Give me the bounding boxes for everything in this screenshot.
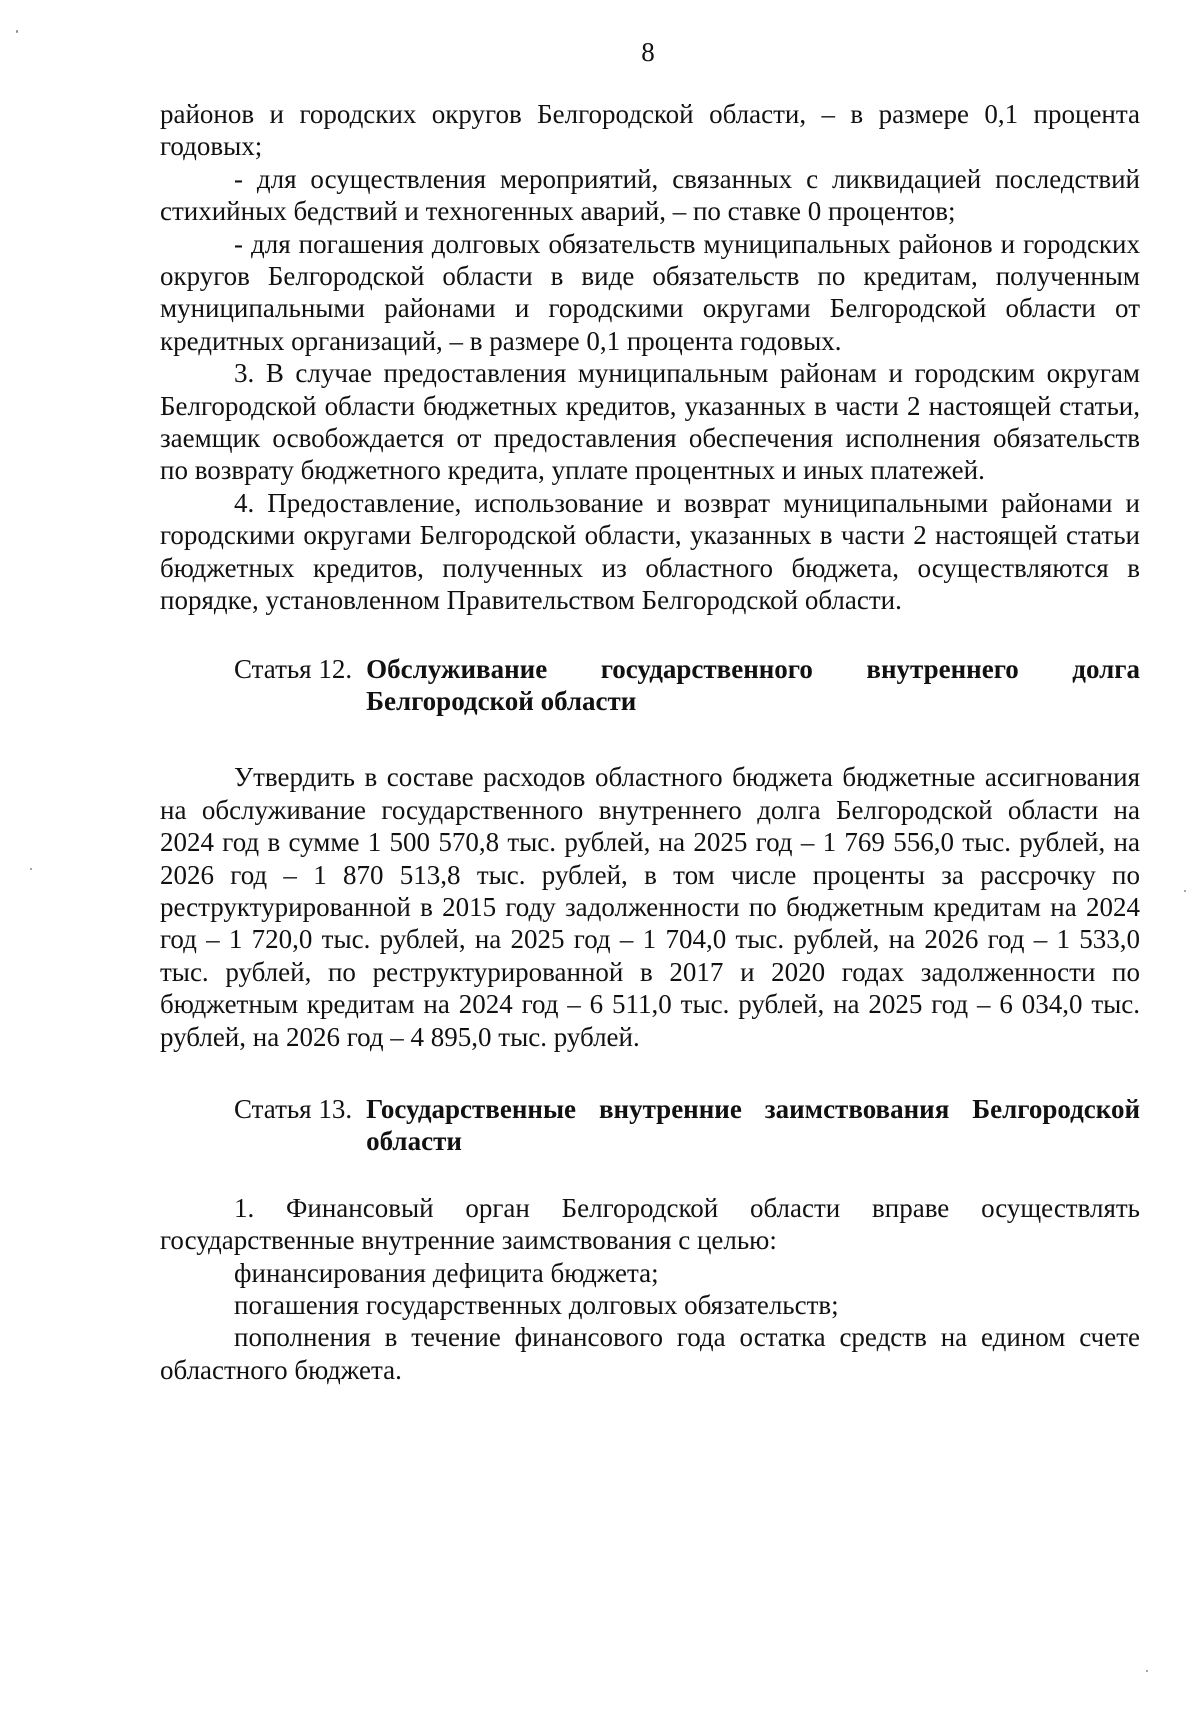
article-13-purpose-repayment: погашения государственных долговых обязательств; — [234, 1290, 839, 1320]
article-12-number: Статья 12. — [234, 653, 353, 684]
article-13-number: Статья 13. — [234, 1093, 353, 1124]
article-13-title: Государственные внутренние заимствования Белгородской области — [366, 1093, 1140, 1157]
article-13-purpose-deficit: финансирования дефицита бюджета; — [234, 1257, 659, 1288]
scan-speck — [30, 868, 32, 870]
scan-speck — [16, 30, 18, 33]
paragraph-clause-4: 4. Предоставление, использование и возврат муниципальными районами и городскими округами Белгородской области, указанных в части 2 настоящей статьи бюджетных кредитов, полученных из областного бюджета, осуществляются в порядке, установленном Правительством Белгородской области. — [160, 487, 1140, 616]
article-13-purpose-balance: пополнения в течение финансового года остатка средств на едином счете областного бюджета. — [160, 1322, 1140, 1385]
paragraph-list-item-disaster: - для осуществления мероприятий, связанных с ликвидацией последствий стихийных бедствий и техногенных аварий, – по ставке 0 процентов; — [160, 163, 1140, 227]
paragraph-clause-3: 3. В случае предоставления муниципальным районам и городским округам Белгородской области бюджетных кредитов, указанных в части 2 настоящей статьи, заемщик освобождается от предоставления обеспечения исполнения обязательств по возврату бюджетного кредита, уплате процентных и иных платежей. — [160, 358, 1140, 486]
paragraph-list-item-debt: - для погашения долговых обязательств муниципальных районов и городских округов Белгородской области в виде обязательств по кредитам, полученным муниципальными районами и городскими округами Белгородской области от кредитных организаций, – в размере 0,1 процента годовых. — [160, 228, 1140, 356]
scan-speck — [1146, 1670, 1148, 1672]
article-13-heading — [160, 1093, 1140, 1158]
page-number: 8 — [641, 37, 655, 67]
paragraph-continuation: районов и городских округов Белгородской области, – в размере 0,1 процента годовых; — [160, 99, 1140, 162]
article-12-body: Утвердить в составе расходов областного бюджета бюджетные ассигнования на обслуживание государственного внутреннего долга Белгородской области на 2024 год в сумме 1 500 570,8 тыс. рублей, на 2025 год – 1 769 556,0 тыс. рублей, на 2026 год – 1 870 513,8 тыс. рублей, в том числе проценты за рассрочку по реструктурированной в 2015 году задолженности по бюджетным кредитам на 2024 год – 1 720,0 тыс. рублей, на 2025 год – 1 704,0 тыс. рублей, на 2026 год – 1 533,0 тыс. рублей, по реструктурированной в 2017 и 2020 годах задолженности по бюджетным кредитам на 2024 год – 6 511,0 тыс. рублей, на 2025 год – 6 034,0 тыс. рублей, на 2026 год – 4 895,0 тыс. рублей. — [160, 762, 1140, 1052]
scan-speck — [1184, 890, 1186, 892]
article-12-heading — [160, 653, 1140, 718]
article-12-title: Обслуживание государственного внутреннего долга Белгородской области — [366, 653, 1140, 716]
article-13-clause-1: 1. Финансовый орган Белгородской области вправе осуществлять государственные внутренние заимствования с целью: — [160, 1192, 1140, 1256]
document-body — [160, 98, 1140, 1386]
